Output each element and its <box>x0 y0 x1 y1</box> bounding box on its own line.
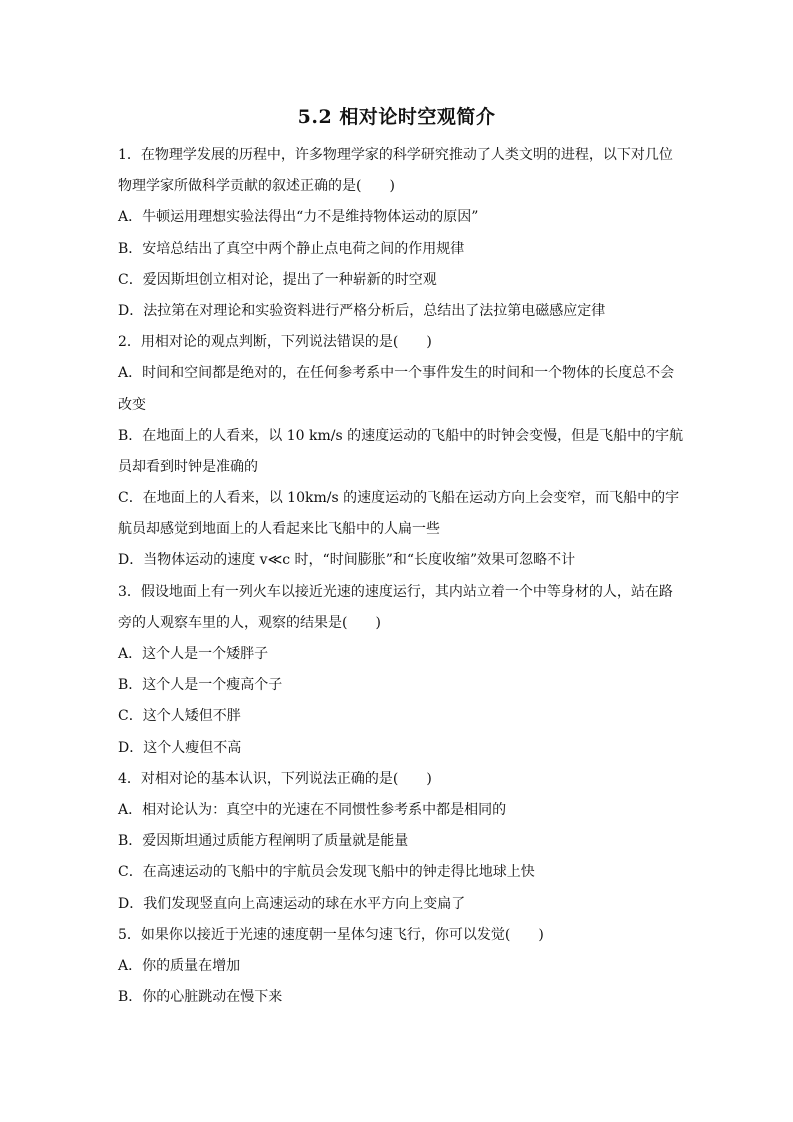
option-b: B．爱因斯坦通过质能方程阐明了质量就是能量 <box>118 833 409 850</box>
option-a: A．相对论认为：真空中的光速在不同惯性参考系中都是相同的 <box>118 801 507 818</box>
question-5 <box>118 920 678 1014</box>
option-d: D．法拉第在对理论和实验资料进行严格分析后，总结出了法拉第电磁感应定律 <box>118 302 606 319</box>
question-1 <box>118 140 678 327</box>
option-a: A．时间和空间都是绝对的，在任何参考系中一个事件发生的时间和一个物体的长度总不会 <box>118 365 675 382</box>
option-b-continued: 员却看到时钟是准确的 <box>118 458 258 475</box>
option-a-continued: 改变 <box>118 396 146 413</box>
question-list <box>118 140 684 1013</box>
option-d: D．当物体运动的速度 v≪c 时，“时间膨胀”和“长度收缩”效果可忽略不计 <box>118 552 576 569</box>
question-stem-line: 3．假设地面上有一列火车以接近光速的速度运行，其内站立着一个中等身材的人，站在路 <box>118 583 673 600</box>
option-a: A．这个人是一个矮胖子 <box>118 646 269 662</box>
option-c: C．这个人矮但不胖 <box>118 708 241 725</box>
question-stem-line: 旁的人观察车里的人，观察的结果是( ) <box>118 614 381 631</box>
option-b: B．在地面上的人看来，以 10 km/s 的速度运动的飞船中的时钟会变慢，但是飞船中的宇航 <box>118 427 684 444</box>
option-c-continued: 航员却感觉到地面上的人看起来比飞船中的人扁一些 <box>118 521 440 538</box>
option-b: B．这个人是一个瘦高个子 <box>118 677 283 694</box>
question-4 <box>118 764 678 920</box>
question-stem-line: 2．用相对论的观点判断，下列说法错误的是( ) <box>118 334 432 351</box>
question-stem-line: 4．对相对论的基本认识，下列说法正确的是( ) <box>118 770 432 787</box>
option-c: C．爱因斯坦创立相对论，提出了一种崭新的时空观 <box>118 271 437 288</box>
page-title: 5.2 相对论时空观简介 <box>297 106 496 128</box>
question-3 <box>118 577 678 764</box>
option-d: D．我们发现竖直向上高速运动的球在水平方向上变扁了 <box>118 895 466 912</box>
option-b: B．你的心脏跳动在慢下来 <box>118 989 283 1006</box>
question-stem-line: 5．如果你以接近于光速的速度朝一星体匀速飞行，你可以发觉( ) <box>118 926 544 943</box>
option-c: C．在高速运动的飞船中的宇航员会发现飞船中的钟走得比地球上快 <box>118 864 535 881</box>
option-d: D．这个人瘦但不高 <box>118 739 242 756</box>
option-a: A．你的质量在增加 <box>118 957 241 974</box>
question-2 <box>118 327 684 577</box>
option-c: C．在地面上的人看来，以 10km/s 的速度运动的飞船在运动方向上会变窄，而飞船中的宇 <box>118 490 680 507</box>
option-b: B．安培总结出了真空中两个静止点电荷之间的作用规律 <box>118 240 465 257</box>
option-a: A．牛顿运用理想实验法得出“力不是维持物体运动的原因” <box>118 209 479 226</box>
question-stem-line: 物理学家所做科学贡献的叙述正确的是( ) <box>118 178 395 195</box>
question-stem-line: 1．在物理学发展的历程中，许多物理学家的科学研究推动了人类文明的进程，以下对几位 <box>118 147 673 163</box>
